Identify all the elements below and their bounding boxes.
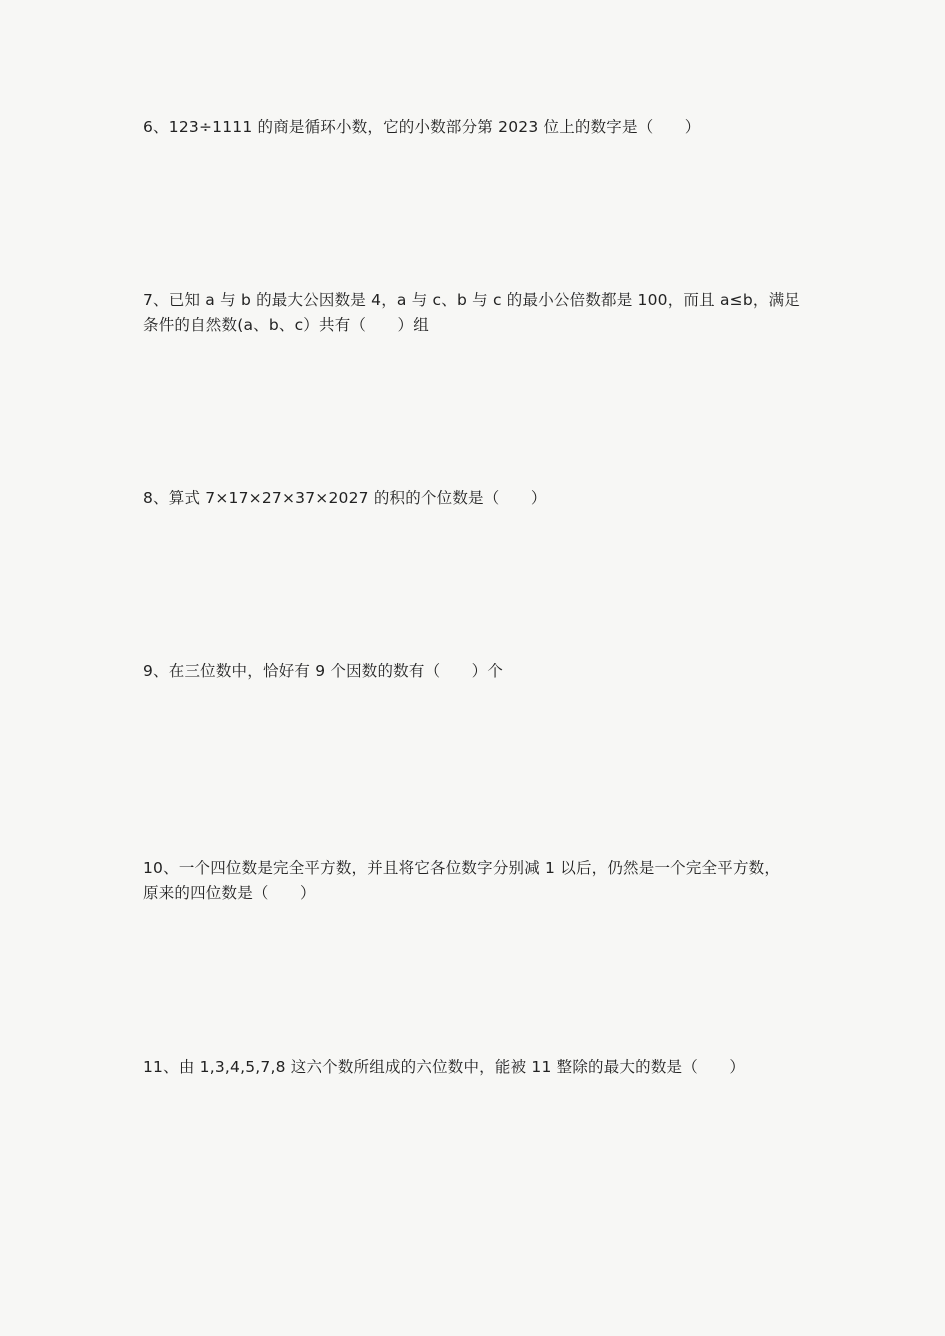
question-10-text-line-2: 原来的四位数是（ ） [143,884,316,902]
question-11 [143,1055,813,1080]
question-7-text-line-1: 7、已知 a 与 b 的最大公因数是 4，a 与 c、b 与 c 的最小公倍数都是 100，而且 a≤b，满足 [143,291,800,309]
question-7 [143,288,813,338]
question-8-text: 8、算式 7×17×27×37×2027 的积的个位数是（ ） [143,489,547,507]
question-6 [143,115,813,140]
question-6-text: 6、123÷1111 的商是循环小数，它的小数部分第 2023 位上的数字是（ ） [143,118,701,136]
question-9 [143,659,813,684]
question-11-text: 11、由 1,3,4,5,7,8 这六个数所组成的六位数中，能被 11 整除的最大的数是（ ） [143,1058,746,1076]
question-8 [143,486,813,511]
question-7-text-line-2: 条件的自然数(a、b、c）共有（ ）组 [143,316,429,334]
question-10 [143,856,813,906]
question-10-text-line-1: 10、一个四位数是完全平方数，并且将它各位数字分别减 1 以后，仍然是一个完全平方数， [143,859,781,877]
question-9-text: 9、在三位数中，恰好有 9 个因数的数有（ ）个 [143,662,504,680]
